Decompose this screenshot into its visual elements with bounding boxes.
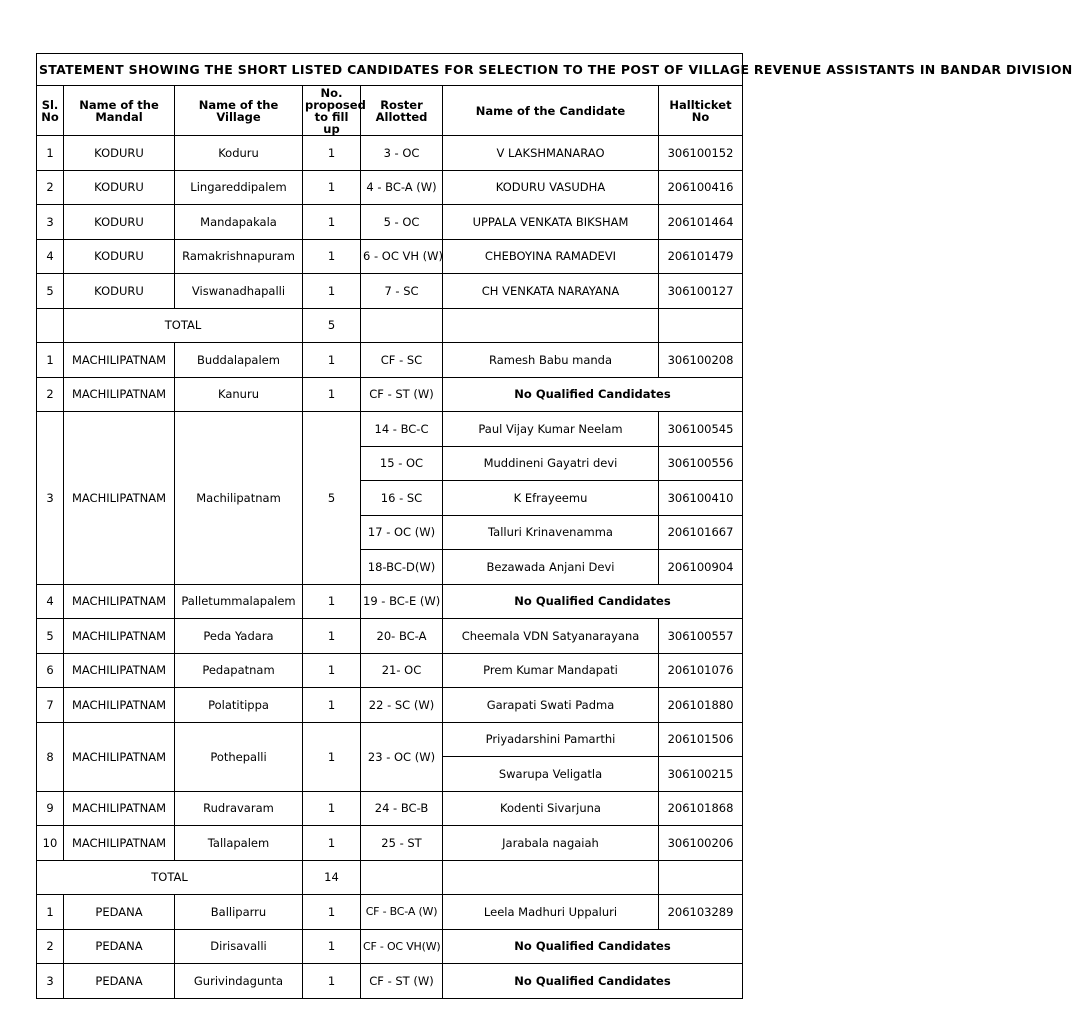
cell-proposed: 1 <box>303 584 361 619</box>
total-value: 5 <box>303 308 361 343</box>
cell-village: Mandapakala <box>175 205 303 240</box>
cell-hallticket: 306100206 <box>659 826 743 861</box>
cell-hallticket: 206101506 <box>659 722 743 757</box>
cell-hallticket: 306100127 <box>659 274 743 309</box>
cell-candidate: Kodenti Sivarjuna <box>443 791 659 826</box>
cell-village: Koduru <box>175 136 303 171</box>
cell-proposed: 1 <box>303 791 361 826</box>
table-row <box>37 653 743 688</box>
table-row <box>37 170 743 205</box>
cell-sl: 5 <box>37 619 64 654</box>
table-row <box>37 584 743 619</box>
cell-roster: 5 - OC <box>361 205 443 240</box>
statement-title: STATEMENT SHOWING THE SHORT LISTED CANDIDATES FOR SELECTION TO THE POST OF VILLAGE REVENUE ASSISTANTS IN BANDAR DIVISION <box>37 54 743 86</box>
cell-roster: 23 - OC (W) <box>361 722 443 791</box>
cell-hallticket: 306100556 <box>659 446 743 481</box>
cell-hallticket: 206101880 <box>659 688 743 723</box>
header-proposed: No. proposed to fill up <box>303 86 361 136</box>
cell-proposed: 1 <box>303 722 361 791</box>
cell-roster: 3 - OC <box>361 136 443 171</box>
cell-blank <box>37 308 64 343</box>
cell-proposed: 1 <box>303 653 361 688</box>
cell-village: Kanuru <box>175 377 303 412</box>
cell-hallticket: 206100416 <box>659 170 743 205</box>
cell-hallticket: 206101464 <box>659 205 743 240</box>
table-row <box>37 619 743 654</box>
cell-sl: 3 <box>37 964 64 999</box>
cell-proposed: 1 <box>303 343 361 378</box>
header-mandal: Name of the Mandal <box>64 86 175 136</box>
table-row <box>37 688 743 723</box>
table-row <box>37 929 743 964</box>
cell-candidate: V LAKSHMANARAO <box>443 136 659 171</box>
cell-sl: 6 <box>37 653 64 688</box>
cell-hallticket: 306100557 <box>659 619 743 654</box>
cell-hallticket: 206103289 <box>659 895 743 930</box>
cell-mandal: MACHILIPATNAM <box>64 688 175 723</box>
cell-sl: 2 <box>37 377 64 412</box>
cell-village: Lingareddipalem <box>175 170 303 205</box>
cell-mandal: PEDANA <box>64 895 175 930</box>
header-hallticket: Hallticket No <box>659 86 743 136</box>
cell-blank <box>443 860 659 895</box>
cell-mandal: MACHILIPATNAM <box>64 343 175 378</box>
table-row <box>37 377 743 412</box>
cell-blank <box>361 308 443 343</box>
cell-roster: 15 - OC <box>361 446 443 481</box>
cell-village: Peda Yadara <box>175 619 303 654</box>
header-roster: Roster Allotted <box>361 86 443 136</box>
cell-roster: CF - SC <box>361 343 443 378</box>
cell-village: Buddalapalem <box>175 343 303 378</box>
cell-village: Tallapalem <box>175 826 303 861</box>
cell-mandal: MACHILIPATNAM <box>64 377 175 412</box>
cell-proposed: 1 <box>303 170 361 205</box>
cell-mandal: KODURU <box>64 170 175 205</box>
cell-mandal: MACHILIPATNAM <box>64 584 175 619</box>
total-value: 14 <box>303 860 361 895</box>
table-row <box>37 343 743 378</box>
cell-proposed: 1 <box>303 688 361 723</box>
cell-village: Ramakrishnapuram <box>175 239 303 274</box>
cell-blank <box>443 308 659 343</box>
cell-mandal: MACHILIPATNAM <box>64 412 175 585</box>
cell-village: Pedapatnam <box>175 653 303 688</box>
cell-mandal: KODURU <box>64 136 175 171</box>
cell-village: Polatitippa <box>175 688 303 723</box>
cell-hallticket: 206101479 <box>659 239 743 274</box>
table-row <box>37 826 743 861</box>
cell-proposed: 1 <box>303 239 361 274</box>
cell-mandal: MACHILIPATNAM <box>64 722 175 791</box>
cell-mandal: MACHILIPATNAM <box>64 653 175 688</box>
cell-blank <box>659 308 743 343</box>
total-label: TOTAL <box>64 308 303 343</box>
table-row <box>37 895 743 930</box>
cell-proposed: 1 <box>303 619 361 654</box>
cell-village: Pothepalli <box>175 722 303 791</box>
header-sl-no: Sl. No <box>37 86 64 136</box>
cell-roster: 6 - OC VH (W) <box>361 239 443 274</box>
cell-hallticket: 206100904 <box>659 550 743 585</box>
cell-mandal: KODURU <box>64 205 175 240</box>
cell-mandal: MACHILIPATNAM <box>64 826 175 861</box>
header-candidate: Name of the Candidate <box>443 86 659 136</box>
cell-hallticket: 306100545 <box>659 412 743 447</box>
no-qualified-note: No Qualified Candidates <box>443 584 743 619</box>
total-label: TOTAL <box>37 860 303 895</box>
cell-sl: 1 <box>37 343 64 378</box>
cell-proposed: 1 <box>303 964 361 999</box>
cell-candidate: Muddineni Gayatri devi <box>443 446 659 481</box>
cell-hallticket: 306100410 <box>659 481 743 516</box>
cell-sl: 1 <box>37 895 64 930</box>
cell-sl: 8 <box>37 722 64 791</box>
table-row <box>37 136 743 171</box>
cell-roster: 4 - BC-A (W) <box>361 170 443 205</box>
cell-roster: 20- BC-A <box>361 619 443 654</box>
cell-candidate: CH VENKATA NARAYANA <box>443 274 659 309</box>
cell-roster: 24 - BC-B <box>361 791 443 826</box>
cell-proposed: 5 <box>303 412 361 585</box>
cell-sl: 9 <box>37 791 64 826</box>
cell-sl: 10 <box>37 826 64 861</box>
cell-roster: 17 - OC (W) <box>361 515 443 550</box>
cell-village: Dirisavalli <box>175 929 303 964</box>
cell-proposed: 1 <box>303 377 361 412</box>
header-village: Name of the Village <box>175 86 303 136</box>
cell-hallticket: 306100152 <box>659 136 743 171</box>
cell-sl: 1 <box>37 136 64 171</box>
cell-mandal: MACHILIPATNAM <box>64 791 175 826</box>
cell-candidate: Priyadarshini Pamarthi <box>443 722 659 757</box>
cell-roster: 18-BC-D(W) <box>361 550 443 585</box>
no-qualified-note: No Qualified Candidates <box>443 377 743 412</box>
cell-village: Rudravaram <box>175 791 303 826</box>
no-qualified-note: No Qualified Candidates <box>443 929 743 964</box>
cell-mandal: KODURU <box>64 274 175 309</box>
cell-candidate: KODURU VASUDHA <box>443 170 659 205</box>
cell-candidate: Cheemala VDN Satyanarayana <box>443 619 659 654</box>
cell-blank <box>361 860 443 895</box>
cell-candidate: Paul Vijay Kumar Neelam <box>443 412 659 447</box>
cell-candidate: Garapati Swati Padma <box>443 688 659 723</box>
cell-hallticket: 306100208 <box>659 343 743 378</box>
total-row <box>37 860 743 895</box>
cell-candidate: Jarabala nagaiah <box>443 826 659 861</box>
table-row <box>37 412 743 447</box>
cell-candidate: Ramesh Babu manda <box>443 343 659 378</box>
cell-hallticket: 306100215 <box>659 757 743 792</box>
cell-roster: CF - ST (W) <box>361 377 443 412</box>
cell-candidate: Talluri Krinavenamma <box>443 515 659 550</box>
cell-roster: CF - ST (W) <box>361 964 443 999</box>
cell-village: Balliparru <box>175 895 303 930</box>
cell-roster: 25 - ST <box>361 826 443 861</box>
cell-mandal: PEDANA <box>64 964 175 999</box>
total-row <box>37 308 743 343</box>
cell-candidate: CHEBOYINA RAMADEVI <box>443 239 659 274</box>
table-row <box>37 791 743 826</box>
no-qualified-note: No Qualified Candidates <box>443 964 743 999</box>
cell-candidate: UPPALA VENKATA BIKSHAM <box>443 205 659 240</box>
cell-proposed: 1 <box>303 274 361 309</box>
cell-village: Gurivindagunta <box>175 964 303 999</box>
candidates-table <box>36 53 1073 999</box>
table-row <box>37 205 743 240</box>
cell-roster: 7 - SC <box>361 274 443 309</box>
cell-village: Palletummalapalem <box>175 584 303 619</box>
cell-proposed: 1 <box>303 929 361 964</box>
cell-blank <box>659 860 743 895</box>
cell-proposed: 1 <box>303 826 361 861</box>
cell-sl: 4 <box>37 584 64 619</box>
cell-candidate: Bezawada Anjani Devi <box>443 550 659 585</box>
cell-sl: 3 <box>37 205 64 240</box>
table-row <box>37 239 743 274</box>
cell-sl: 2 <box>37 929 64 964</box>
header-row <box>37 86 743 136</box>
cell-hallticket: 206101076 <box>659 653 743 688</box>
cell-roster: 16 - SC <box>361 481 443 516</box>
table-row <box>37 274 743 309</box>
cell-proposed: 1 <box>303 205 361 240</box>
cell-sl: 2 <box>37 170 64 205</box>
cell-proposed: 1 <box>303 136 361 171</box>
cell-mandal: PEDANA <box>64 929 175 964</box>
cell-candidate: Leela Madhuri Uppaluri <box>443 895 659 930</box>
table-row <box>37 964 743 999</box>
cell-roster: CF - BC-A (W) <box>361 895 443 930</box>
cell-roster: CF - OC VH(W) <box>361 929 443 964</box>
cell-roster: 21- OC <box>361 653 443 688</box>
cell-candidate: Swarupa Veligatla <box>443 757 659 792</box>
table-row <box>37 722 743 757</box>
cell-roster: 19 - BC-E (W) <box>361 584 443 619</box>
cell-candidate: K Efrayeemu <box>443 481 659 516</box>
cell-village: Machilipatnam <box>175 412 303 585</box>
cell-sl: 3 <box>37 412 64 585</box>
cell-proposed: 1 <box>303 895 361 930</box>
cell-sl: 7 <box>37 688 64 723</box>
cell-sl: 5 <box>37 274 64 309</box>
cell-hallticket: 206101667 <box>659 515 743 550</box>
cell-village: Viswanadhapalli <box>175 274 303 309</box>
cell-roster: 22 - SC (W) <box>361 688 443 723</box>
cell-mandal: MACHILIPATNAM <box>64 619 175 654</box>
cell-candidate: Prem Kumar Mandapati <box>443 653 659 688</box>
cell-roster: 14 - BC-C <box>361 412 443 447</box>
cell-hallticket: 206101868 <box>659 791 743 826</box>
cell-mandal: KODURU <box>64 239 175 274</box>
cell-sl: 4 <box>37 239 64 274</box>
